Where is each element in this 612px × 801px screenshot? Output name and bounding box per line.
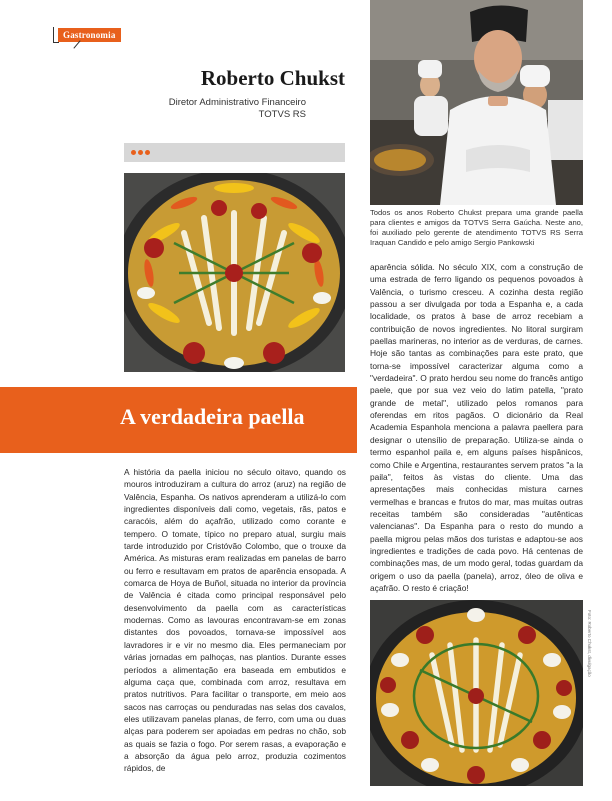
article-title: A verdadeira paella xyxy=(120,404,305,429)
author-role: Diretor Administrativo Financeiro TOTVS RS xyxy=(168,97,306,120)
section-tag: Gastronomia xyxy=(58,28,121,42)
decorative-bar xyxy=(124,143,345,162)
bullet-dot-icon xyxy=(131,150,136,155)
paella-photo-top xyxy=(124,173,345,372)
body-column-right: aparência sólida. No século XIX, com a construção de uma estrada de ferro ligando os pequenos povoados à Valência, o turismo cresceu. A cozinha desta região passou a ser divulgada por toda a Espanha e, a cada localidade, os pratos à base de arroz recebiam a contribuição de novos ingredientes. No litoral surgiram paellas marineras, no interior as de verduras, de carnes. Hoje são tantas as combinações para este prato, que torna-se impossível caracterizar alguma como a "verdadeira". O prato herdou seu nome do francês antigo paele, que por sua vez veio do latim patella, "prato grande de metal", utilizado pelos romanos para oferendas em ritos pagãos. O dicionário da Real Academia Espanhola menciona a palavra paellera para designar o utensílio de preparação. Utiliza-se ainda o termo espanhol paila e, em alguns países hispânicos, como Chile e Argentina, restaurantes servem pratos "a la paila", feitos às vistas do cliente. Uma das apresentações mais conhecidas mistura carnes vermelhas e brancas e frutos do mar, mas muitas outras receitas também são consideradas "autênticas valencianas". Da Espanha para o resto do mundo a paella migrou pelas mãos dos turistas e adaptou-se aos ingredientes e tradições de cada povo. Há centenas de combinações mas, de um modo geral, todas guardam da origem o uso da paella (panela), arroz, óleo de oliva e açafrão. O resto é criação! xyxy=(370,262,583,593)
paella-photo-bottom xyxy=(370,600,583,786)
chef-photo xyxy=(370,0,583,205)
photo-caption: Todos os anos Roberto Chukst prepara uma grande paella para clientes e amigos da TOTVS Serra Gaúcha. Neste ano, foi auxiliado pelo gerente de atendimento TOTVS RS Serra Iraquan Candido e pelo amigo Sergio Pankowski xyxy=(370,208,583,247)
author-name: Roberto Chukst xyxy=(200,66,345,90)
bullet-dot-icon xyxy=(145,150,150,155)
bullet-dot-icon xyxy=(138,150,143,155)
photo-credit: Foto: Roberto Chukst, divulgação xyxy=(587,610,592,677)
body-column-left: A história da paella iniciou no século oitavo, quando os mouros introduziram a cultura do arroz (aruz) na região de Valência, Espanha. Os nativos aprenderam a utilizá-lo com ingredientes disponíveis dali como, vegetais, rãs, patos e caracóis, além do açafrão, utilizado como corante e tempero. O tomate, típico no preparo atual, surgiu mais tarde introduzido por Cristóvão Colombo, que o trouxe da América. As misturas eram realizadas em panelas de barro ou ferro e resultavam em pratos de aparência ensopada. A comarca de Hoya de Buñol, situada no interior da província de Valência é citada como principal responsável pelo desenvolvimento da paella com as características modernas. Como as lavouras encontravam-se em zonas distantes dos povoados, tornava-se impossível aos lavradores ir e vir no mesmo dia. Eles permaneciam por várias jornadas em palhoças, nas plantios. Durante esses períodos a alimentação era baseada em embutidos e alguma caça que, combinada com arroz, resultava em pratos nutritivos. Para facilitar o transporte, em meio aos sacos nas carroças ou penduradas nas selas dos cavalos, eles utilizavam panelas planas, de ferro, com uma ou duas alças para poderem ser apoiadas em pedras no chão, sob as quais se fazia o fogo. Por serem rasas, a evaporação e a absorção da água pelo arroz, produzia cozimentos rápidos, de xyxy=(124,467,346,774)
